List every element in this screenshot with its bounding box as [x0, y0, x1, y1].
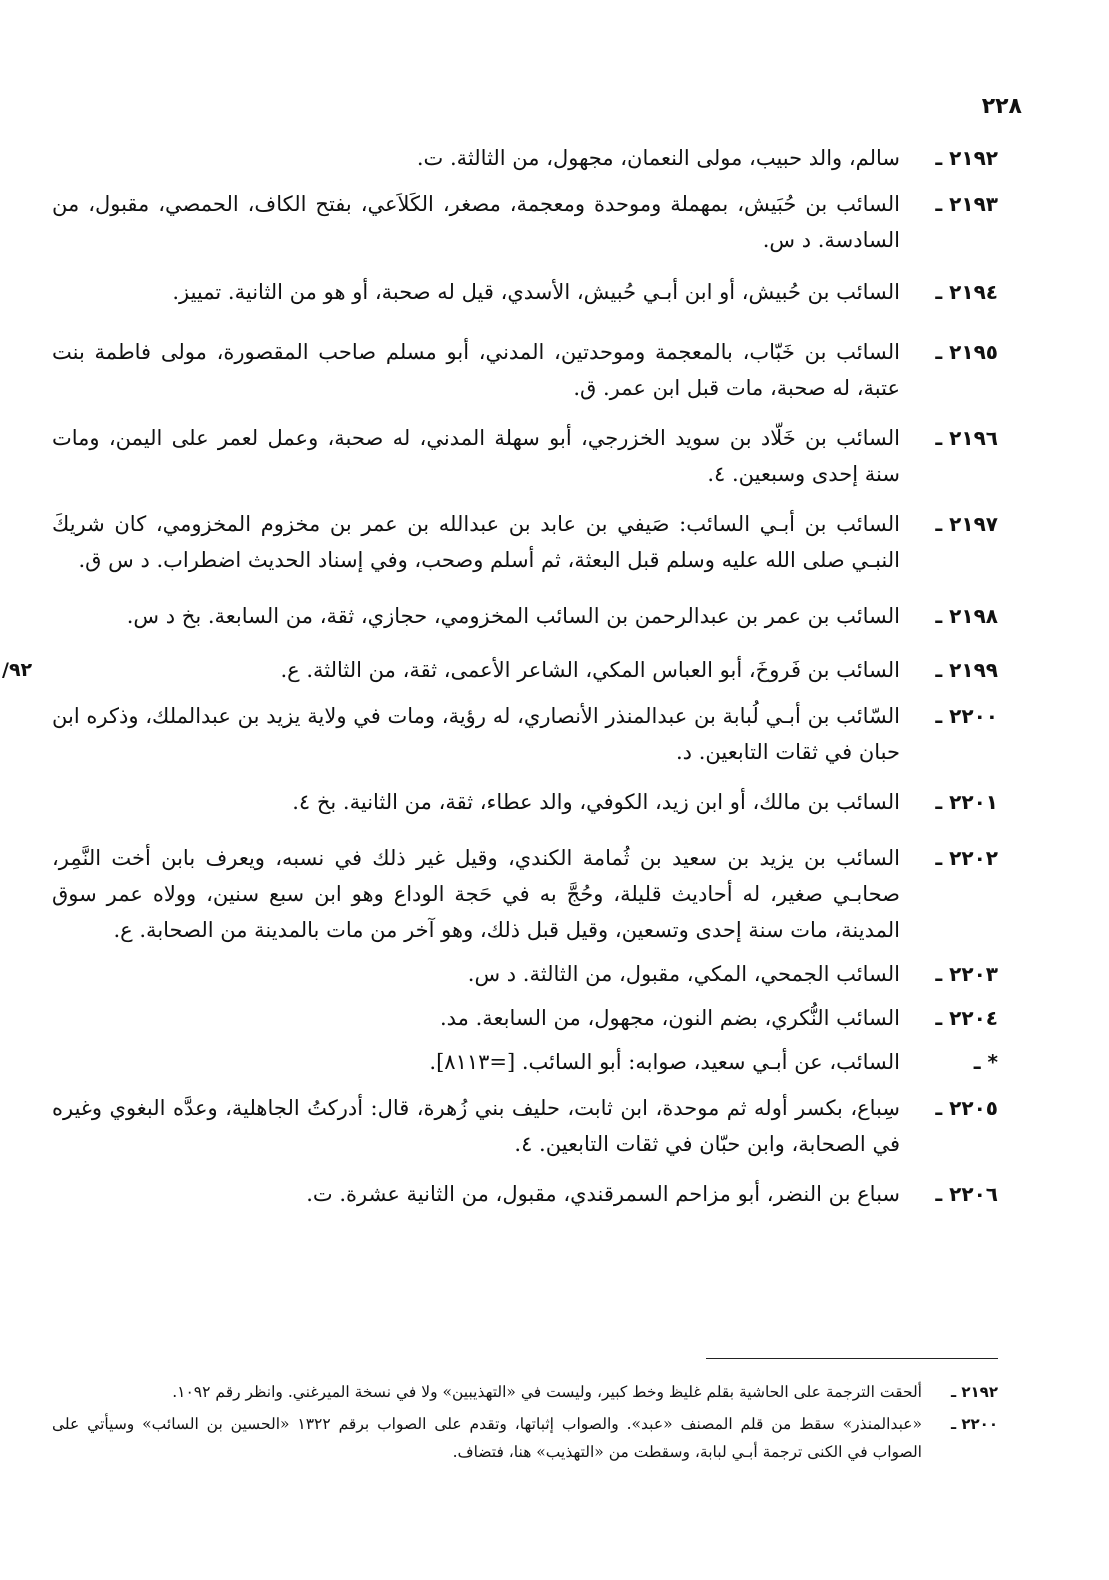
entry-2196	[52, 420, 998, 492]
entry-2199	[2, 652, 998, 688]
entry-text: السائب الجمحي، المكي، مقبول، من الثالثة. د س.	[467, 962, 900, 986]
entry-text: السائب النُّكري، بضم النون، مجهول، من السابعة. مد.	[439, 1006, 900, 1030]
entry-text: السائب بن خَبّاب، بالمعجمة وموحدتين، المدني، أبو مسلم صاحب المقصورة، مولى فاطمة بنت عتبة، له صحبة، مات قبل ابن عمر. ق.	[52, 340, 900, 400]
entry-2201	[52, 784, 998, 820]
footnotes	[52, 1378, 998, 1466]
entry-text: السّائب بن أبـي لُبابة بن عبدالمنذر الأنصاري، له رؤية، ومات في ولاية يزيد بن عبدالملك، وذكره ابن حبان في ثقات التابعين. د.	[52, 704, 900, 764]
page-number: ٢٢٨	[981, 94, 1022, 119]
entry-number: ٢١٩٤ ـ	[935, 280, 998, 304]
footnote-text: «عبدالمنذر» سقط من قلم المصنف «عبد». والصواب إثباتها، وتقدم على الصواب برقم ١٣٢٢ «الحسين بن السائب» وسيأتي على الصواب في الكنى ترجمة أبـي لبابة، وسقطت من «التهذيب» هنا، فتضاف.	[52, 1415, 922, 1461]
footnote-number: ٢١٩٢ ـ	[951, 1383, 998, 1401]
entry-number: ٢٢٠٣ ـ	[935, 962, 998, 986]
entry-number: ٢٢٠٦ ـ	[935, 1182, 998, 1206]
footnote-number: ٢٢٠٠ ـ	[951, 1415, 998, 1433]
entry-number: ٢٢٠٢ ـ	[935, 846, 998, 870]
entry-text: السائب بن خَلّاد بن سويد الخزرجي، أبو سهلة المدني، له صحبة، وعمل لعمر على اليمن، ومات سنة إحدى وسبعين. ٤.	[52, 426, 900, 486]
entry-number: ٢١٩٢ ـ	[935, 146, 998, 170]
entry-2192	[52, 140, 998, 176]
entry-text: السائب، عن أبـي سعيد، صوابه: أبو السائب. [=٨١١٣].	[429, 1050, 900, 1074]
entry-number: ٢١٩٦ ـ	[935, 426, 998, 450]
entry-number: ٢٢٠٥ ـ	[935, 1096, 998, 1120]
entry-text: السائب بن يزيد بن سعيد بن ثُمامة الكندي، وقيل غير ذلك في نسبه، ويعرف بابن أخت النَّمِر، صحابـي صغير، له أحاديث قليلة، وحُجَّ به في حَجة الوداع وهو ابن سبع سنين، وولاه عمر سوق المدينة، مات سنة إحدى وتسعين، وقيل قبل ذلك، وهو آخر من مات بالمدينة من الصحابة. ع.	[52, 846, 900, 942]
entry-number: ٢٢٠١ ـ	[935, 790, 998, 814]
entry-number: ٢١٩٨ ـ	[935, 604, 998, 628]
entry-number: ٢٢٠٠ ـ	[935, 704, 998, 728]
entry-2194	[52, 274, 998, 310]
entry-2198	[52, 598, 998, 634]
entry-text: سباع بن النضر، أبو مزاحم السمرقندي، مقبول، من الثانية عشرة. ت.	[306, 1182, 900, 1206]
entry-2205	[52, 1090, 998, 1162]
biography-entries	[2, 140, 998, 1212]
footnote-2192	[52, 1378, 998, 1406]
entry-number: ٢١٩٣ ـ	[935, 192, 998, 216]
entry-text: السائب بن فَروخَ، أبو العباس المكي، الشاعر الأعمى، ثقة، من الثالثة. ع.	[280, 658, 900, 682]
entry-text: السائب بن حُبيش، أو ابن أبـي حُبيش، الأسدي، قيل له صحبة، أو هو من الثانية. تمييز.	[172, 280, 900, 304]
entry-text: السائب بن حُبَيش، بمهملة وموحدة ومعجمة، مصغر، الكَلاَعي، بفتح الكاف، الحمصي، مقبول، من السادسة. د س.	[52, 192, 900, 252]
entry-2193	[52, 186, 998, 258]
entry-2206	[52, 1176, 998, 1212]
entry-2197	[52, 506, 998, 578]
entry-text: سِباع، بكسر أوله ثم موحدة، ابن ثابت، حليف بني زُهرة، قال: أدركتُ الجاهلية، وعدَّه البغوي وغيره في الصحابة، وابن حبّان في ثقات التابعين. ٤.	[52, 1096, 900, 1156]
entry-number: ٢١٩٧ ـ	[935, 512, 998, 536]
entry-number: ٢١٩٩ ـ	[935, 658, 998, 682]
entry-text: السائب بن مالك، أو ابن زيد، الكوفي، والد عطاء، ثقة، من الثانية. بخ ٤.	[292, 790, 900, 814]
margin-page-marker: /٩٢	[2, 659, 33, 681]
entry-2202	[52, 840, 998, 948]
footnote-divider	[706, 1358, 998, 1359]
footnote-text: ألحقت الترجمة على الحاشية بقلم غليظ وخط كبير، وليست في «التهذيبين» ولا في نسخة الميرغني. وانظر رقم ١٠٩٢.	[172, 1383, 922, 1401]
entry-number: ٢٢٠٤ ـ	[935, 1006, 998, 1030]
entry-2195	[52, 334, 998, 406]
entry-number: ٢١٩٥ ـ	[935, 340, 998, 364]
entry-2203	[52, 956, 998, 992]
entry-2204	[52, 1000, 998, 1036]
entry-2200	[52, 698, 998, 770]
footnote-2200	[52, 1410, 998, 1466]
entry-text: السائب بن عمر بن عبدالرحمن بن السائب المخزومي، حجازي، ثقة، من السابعة. بخ د س.	[126, 604, 900, 628]
entry-number: * ـ	[973, 1050, 998, 1074]
entry-text: سالم، والد حبيب، مولى النعمان، مجهول، من الثالثة. ت.	[416, 146, 900, 170]
entry-cross-reference	[52, 1044, 998, 1080]
entry-text: السائب بن أبـي السائب: صَيفي بن عابد بن عبدالله بن عمر بن مخزوم المخزومي، كان شريكَ النبـي صلى الله عليه وسلم قبل البعثة، ثم أسلم وصحب، وفي إسناد الحديث اضطراب. د س ق.	[52, 512, 900, 572]
